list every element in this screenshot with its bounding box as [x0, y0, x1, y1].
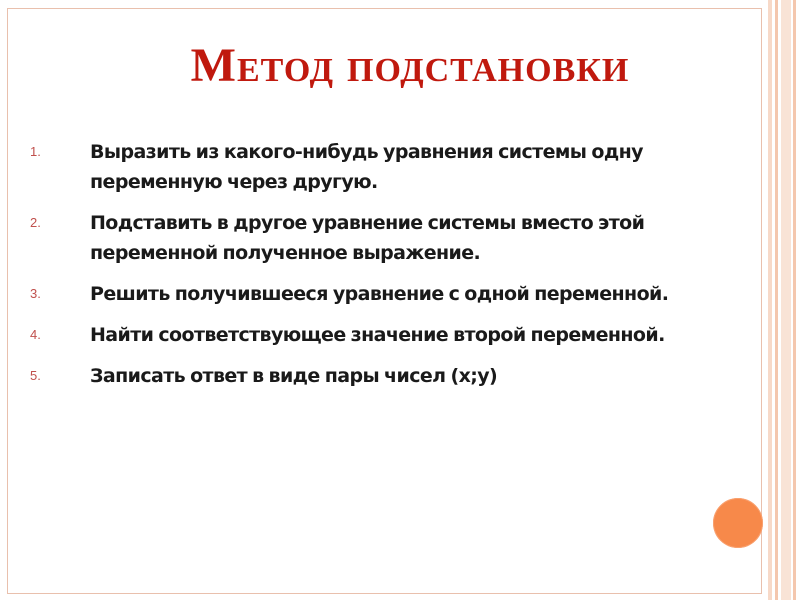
step-text: Найти соответствующее значение второй переменной. [90, 324, 665, 346]
decorative-stripe [775, 0, 778, 600]
step-number: 2. [30, 215, 41, 230]
list-item [30, 137, 750, 197]
steps-list [30, 137, 750, 402]
list-item [30, 208, 750, 268]
step-number: 1. [30, 144, 41, 159]
decorative-stripe [781, 0, 791, 600]
slide-title: Метод подстановки [190, 39, 630, 92]
accent-circle-icon [713, 498, 763, 548]
list-item [30, 361, 750, 391]
step-number: 4. [30, 327, 41, 342]
list-item [30, 320, 750, 350]
decorative-stripe [793, 0, 796, 600]
step-text: Выразить из какого-нибудь уравнения системы одну переменную через другую. [90, 141, 643, 193]
list-item [30, 279, 750, 309]
step-text: Записать ответ в виде пары чисел (х;у) [90, 365, 498, 387]
step-number: 5. [30, 368, 41, 383]
step-text: Подставить в другое уравнение системы вместо этой переменной полученное выражение. [90, 212, 645, 264]
step-text: Решить получившееся уравнение с одной переменной. [90, 283, 669, 305]
decorative-stripe [768, 0, 772, 600]
step-number: 3. [30, 286, 41, 301]
